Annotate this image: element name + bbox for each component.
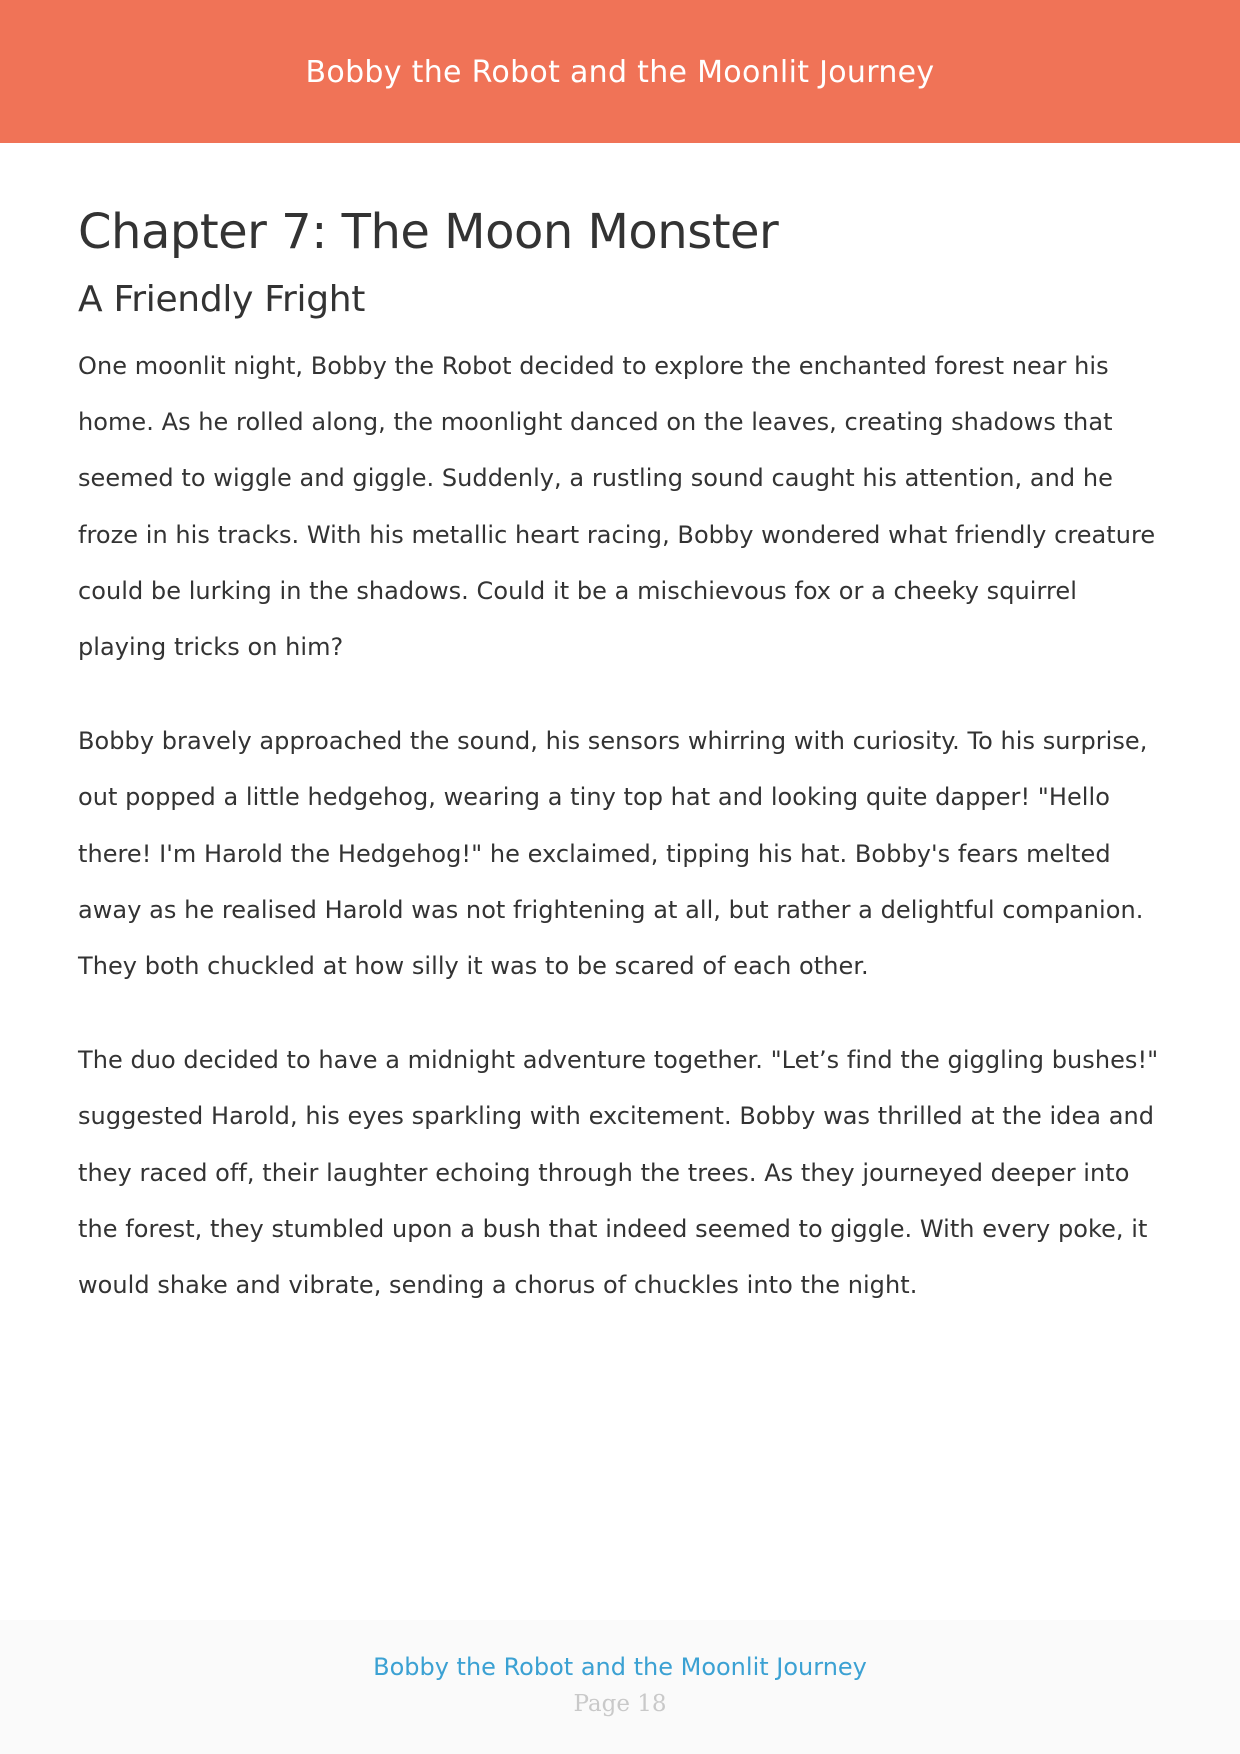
- section-title: A Friendly Fright: [78, 279, 366, 320]
- page-content: [78, 200, 1164, 1313]
- chapter-title: Chapter 7: The Moon Monster: [78, 204, 779, 260]
- header-book-title: Bobby the Robot and the Moonlit Journey: [305, 55, 935, 90]
- story-paragraph-2: Bobby bravely approached the sound, his sensors whirring with curiosity. To his surprise, out popped a little hedgehog, wearing a tiny top hat and looking quite dapper! "Hello there! I'm Harold the Hedgehog!" he exclaimed, tipping his hat. Bobby's fears melted away as he realised Harold was not frightening at all, but rather a delightful companion. They both chuckled at how silly it was to be scared of each other.: [78, 727, 1148, 981]
- footer-book-title: Bobby the Robot and the Moonlit Journey: [373, 1653, 867, 1681]
- page-footer: [0, 1620, 1240, 1754]
- page-number: Page 18: [573, 1691, 667, 1717]
- story-paragraph-1: One moonlit night, Bobby the Robot decided to explore the enchanted forest near his home. As he rolled along, the moonlight danced on the leaves, creating shadows that seemed to wiggle and giggle. Suddenly, a rustling sound caught his attention, and he froze in his tracks. With his metallic heart racing, Bobby wondered what friendly creature could be lurking in the shadows. Could it be a mischievous fox or a cheeky squirrel playing tricks on him?: [78, 352, 1156, 662]
- page-header-band: [0, 0, 1240, 143]
- story-paragraph-3: The duo decided to have a midnight adventure together. "Let’s find the giggling bushes!" suggested Harold, his eyes sparkling with excitement. Bobby was thrilled at the idea and they raced off, their laughter echoing through the trees. As they journeyed deeper into the forest, they stumbled upon a bush that indeed seemed to giggle. With every poke, it would shake and vibrate, sending a chorus of chuckles into the night.: [78, 1046, 1159, 1300]
